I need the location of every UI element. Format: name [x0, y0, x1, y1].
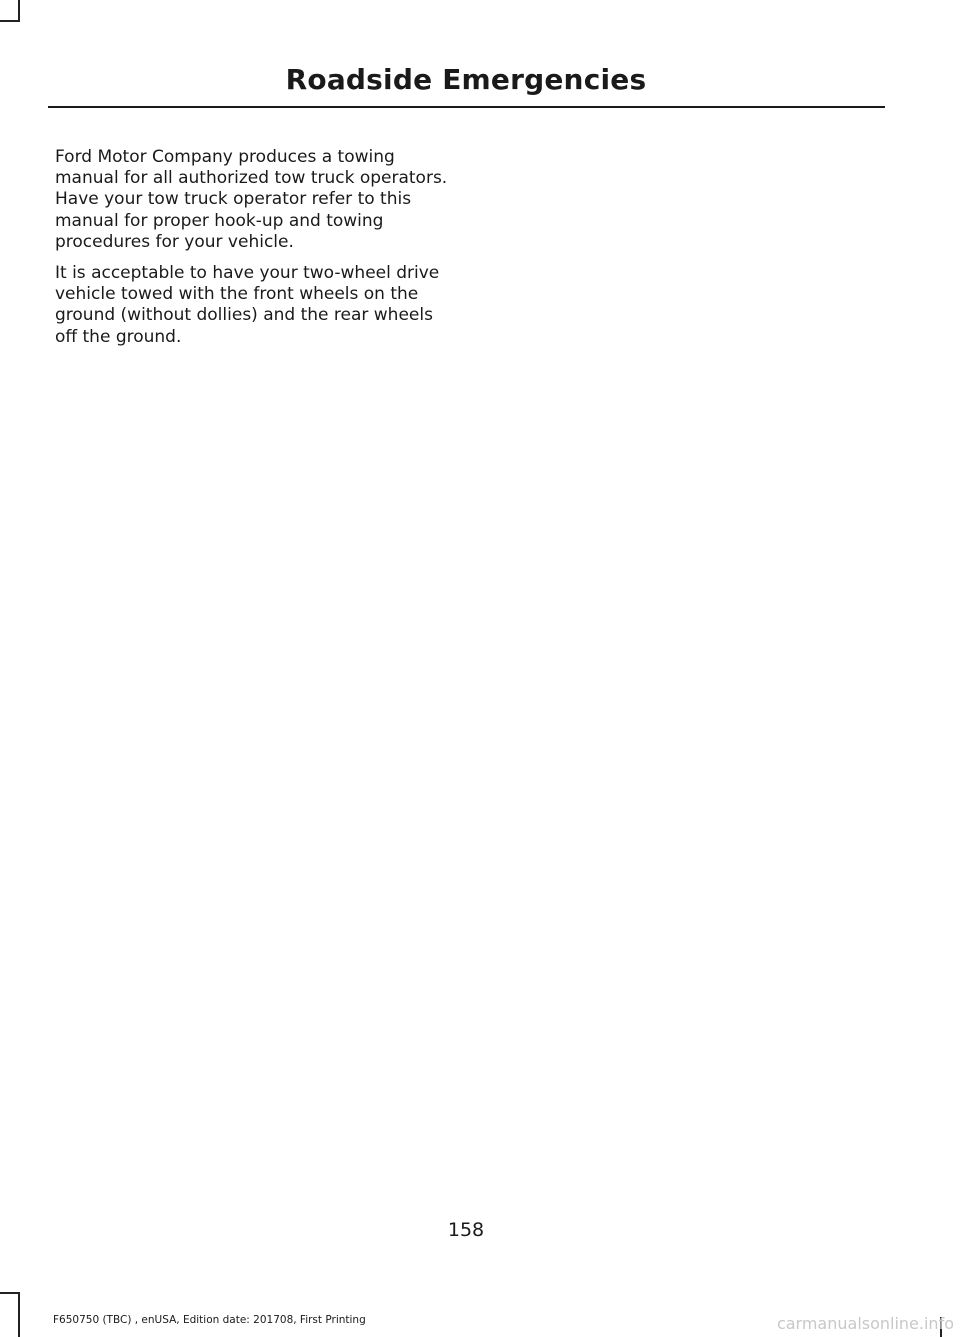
crop-mark-bottom-left-horizontal [0, 1292, 20, 1294]
title-divider [48, 106, 885, 108]
crop-mark-bottom-left-vertical [18, 1292, 20, 1337]
body-paragraph: Ford Motor Company produces a towing manual for all authorized tow truck operators. Have your tow truck operator refer to this manual for proper hook-up and towing procedures for your vehicle. [55, 147, 448, 252]
edition-info: F650750 (TBC) , enUSA, Edition date: 201708, First Printing [53, 1314, 366, 1326]
crop-mark-top-left-vertical [18, 0, 20, 22]
crop-mark-top-left-horizontal [0, 20, 20, 22]
body-paragraph: It is acceptable to have your two-wheel drive vehicle towed with the front wheels on the ground (without dollies) and the rear wheels off the ground. [55, 263, 440, 347]
watermark: carmanualsonline.info [776, 1314, 954, 1333]
page-title: Roadside Emergencies [285, 63, 647, 96]
body-column [55, 147, 450, 358]
page-number: 158 [447, 1219, 485, 1241]
